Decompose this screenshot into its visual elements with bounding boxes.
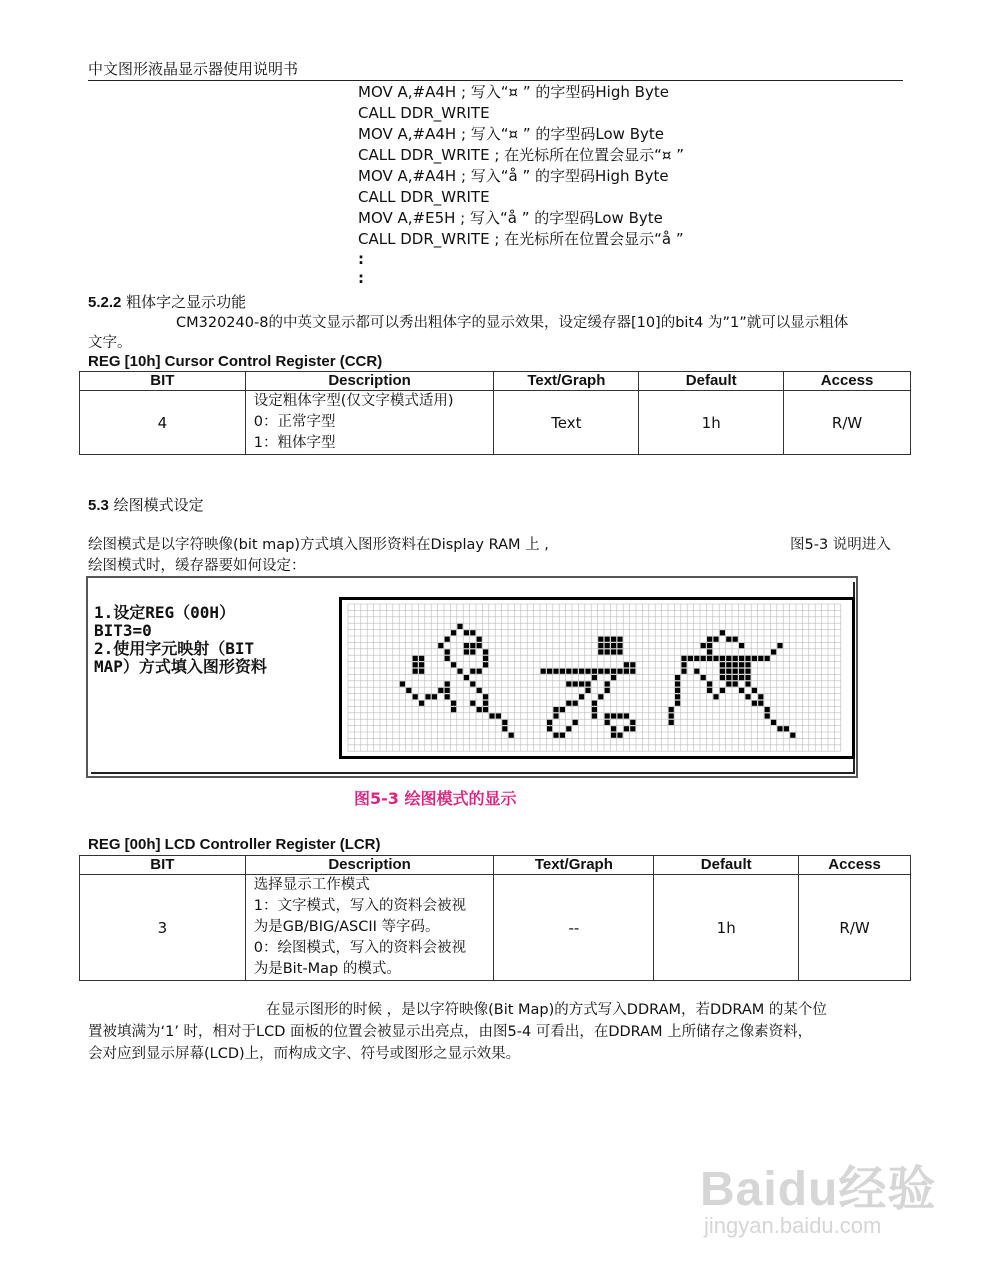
code-line: MOV A,#A4H ; 写入“å ” 的字型码High Byte (358, 167, 669, 185)
code-line: : (358, 250, 364, 268)
text-graph-cell: -- (494, 875, 654, 981)
instruction-line: 1.设定REG（00H） (94, 603, 236, 622)
column-header: Default (639, 372, 784, 391)
description-line: 为是Bit-Map 的模式。 (253, 961, 401, 977)
code-line: MOV A,#A4H ; 写入“¤ ” 的字型码High Byte (358, 83, 669, 101)
code-line: : (358, 269, 364, 287)
register-title: REG [00h] LCD Controller Register (LCR) (88, 836, 381, 853)
description-line: 1：文字模式，写入的资料会被视 (253, 898, 466, 914)
paragraph-line: CM320240-8的中英文显示都可以秀出粗体字的显示效果，设定缓存器[10]的bit4 为”1”就可以显示粗体 (176, 315, 849, 331)
instruction-line: 2.使用字元映射（BIT (94, 639, 255, 658)
column-header: Default (654, 856, 799, 875)
code-line: CALL DDR_WRITE (358, 104, 490, 122)
code-line: CALL DDR_WRITE (358, 188, 490, 206)
code-block (358, 82, 684, 288)
section-title: 绘图模式设定 (113, 496, 204, 514)
column-header: Text/Graph (494, 856, 654, 875)
description-line: 1：粗体字型 (253, 435, 336, 451)
description-line: 0：绘图模式，写入的资料会被视 (253, 940, 466, 956)
paragraph-line: 图5-3 说明进入 (790, 537, 891, 553)
access-cell: R/W (784, 391, 911, 455)
instruction-line: BIT3=0 (94, 621, 152, 640)
section-number: 5.2.2 (88, 294, 122, 311)
column-header: BIT (80, 856, 246, 875)
paragraph-line: 绘图模式是以字符映像(bit map)方式填入图形资料在Display RAM 上 , (88, 537, 549, 553)
baidu-watermark (700, 1150, 936, 1239)
instruction-line: MAP）方式填入图形资料 (94, 657, 267, 676)
default-cell: 1h (639, 391, 784, 455)
column-header: Text/Graph (494, 372, 639, 391)
code-line: CALL DDR_WRITE ; 在光标所在位置会显示“¤ ” (358, 146, 685, 164)
section-number: 5.3 (88, 497, 109, 514)
default-cell: 1h (654, 875, 799, 981)
register-title: REG [10h] Cursor Control Register (CCR) (88, 353, 383, 370)
table-header-row (80, 856, 911, 875)
table-header-row (80, 372, 911, 391)
column-header: Access (784, 372, 911, 391)
register-table-ccr (79, 371, 911, 455)
lcd-bitmap-image (342, 600, 852, 756)
column-header: BIT (80, 372, 246, 391)
document-header: 中文图形液晶显示器使用说明书 (88, 60, 299, 78)
column-header: Description (245, 856, 494, 875)
description-line: 设定粗体字型(仅文字模式适用) (253, 393, 454, 409)
section-heading-5-2-2 (88, 291, 246, 312)
description-line: 0：正常字型 (253, 414, 336, 430)
table-row (80, 391, 911, 455)
paragraph-line: 置被填满为‘1’ 时，相对于LCD 面板的位置会被显示出亮点，由图5-4 可看出，在DDRAM 上所储存之像素资料， (88, 1024, 813, 1040)
text-graph-cell: Text (494, 391, 639, 455)
column-header: Description (245, 372, 494, 391)
paragraph-line: 绘图模式时，缓存器要如何设定： (88, 558, 306, 574)
watermark-logo-text: Baidu经验 (700, 1163, 937, 1216)
access-cell: R/W (799, 875, 911, 981)
description-cell (245, 875, 494, 981)
description-line: 为是GB/BIG/ASCII 等字码。 (253, 919, 440, 935)
watermark-url: jingyan.baidu.com (704, 1213, 882, 1238)
section-title: 粗体字之显示功能 (126, 293, 247, 311)
code-line: MOV A,#A4H ; 写入“¤ ” 的字型码Low Byte (358, 125, 664, 143)
figure-caption: 图5-3 绘图模式的显示 (354, 789, 517, 808)
paragraph-line: 文字。 (88, 335, 132, 351)
description-line: 选择显示工作模式 (253, 877, 370, 893)
paragraph-line: 在显示图形的时候 ，是以字符映像(Bit Map)的方式写入DDRAM，若DDRAM 的某个位 (266, 1002, 827, 1018)
register-table-lcr (79, 855, 911, 981)
header-rule (88, 80, 903, 81)
figure-instructions (94, 604, 267, 676)
description-cell (245, 391, 494, 455)
table-row (80, 875, 911, 981)
column-header: Access (799, 856, 911, 875)
bit-cell: 4 (80, 391, 246, 455)
section-heading-5-3 (88, 494, 204, 515)
lcd-bitmap-panel (339, 597, 855, 759)
paragraph-line: 会对应到显示屏幕(LCD)上，而构成文字、符号或图形之显示效果。 (88, 1046, 521, 1062)
bit-cell: 3 (80, 875, 246, 981)
code-line: CALL DDR_WRITE ; 在光标所在位置会显示“å ” (358, 230, 684, 248)
code-line: MOV A,#E5H ; 写入“å ” 的字型码Low Byte (358, 209, 663, 227)
